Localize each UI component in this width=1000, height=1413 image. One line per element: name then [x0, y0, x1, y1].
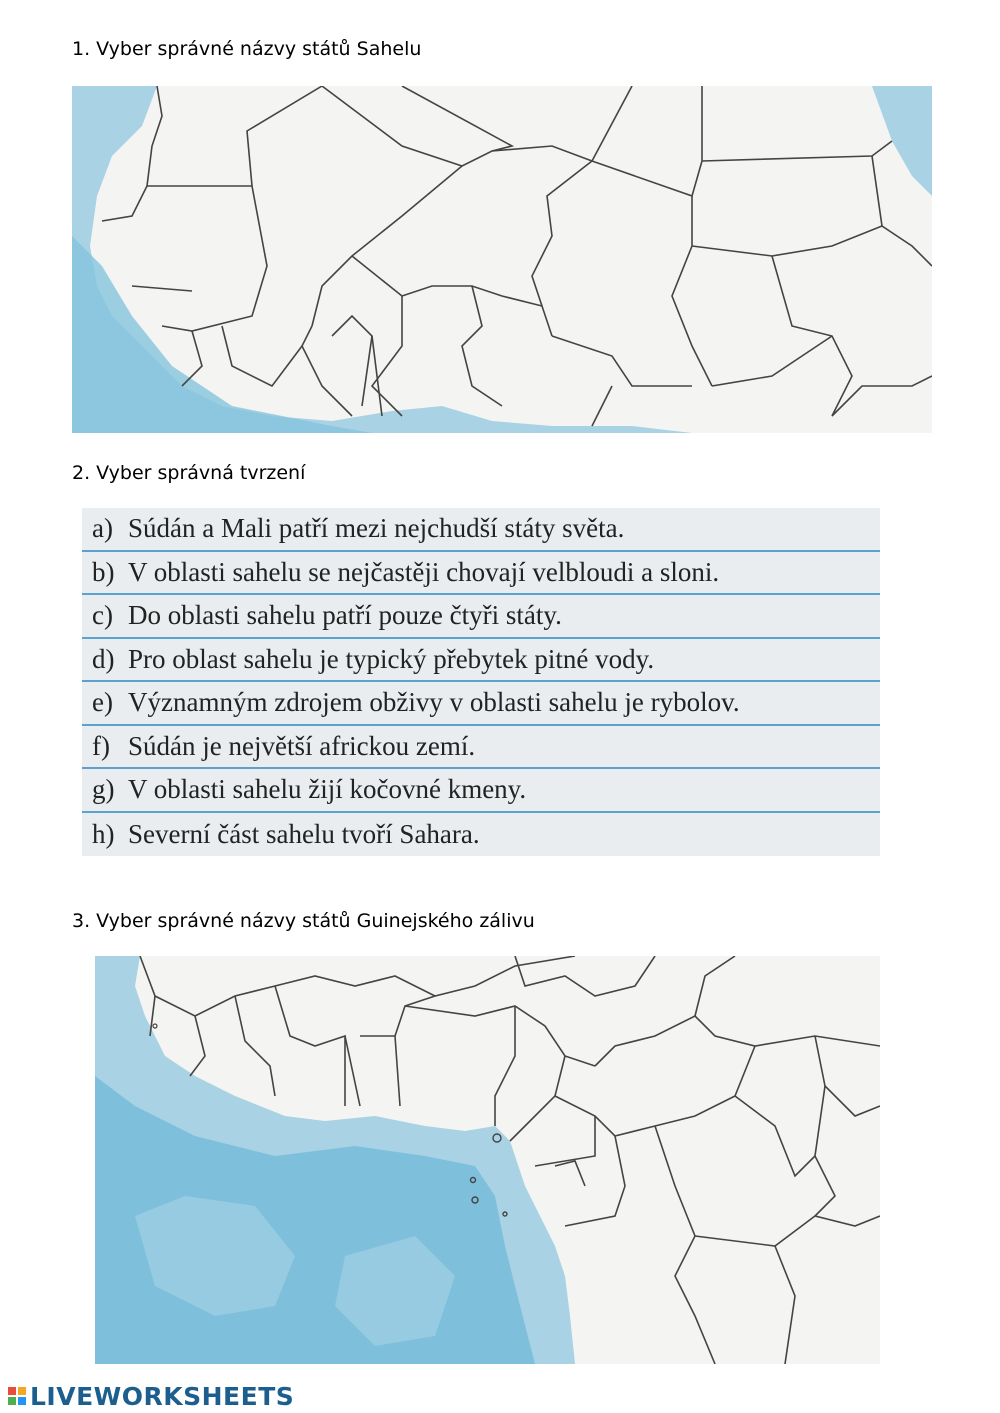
statement-letter: e): [92, 687, 113, 718]
question-3-heading: 3. Vyber správné názvy států Guinejského zálivu: [72, 910, 535, 932]
statement-row[interactable]: [82, 639, 880, 683]
statements-table: [82, 508, 880, 856]
statement-letter: f): [92, 730, 110, 761]
statement-text: V oblasti sahelu se nejčastěji chovají velbloudi a sloni.: [128, 556, 720, 587]
question-1-heading: 1. Vyber správné názvy států Sahelu: [72, 38, 422, 60]
statement-text: Do oblasti sahelu patří pouze čtyři státy.: [128, 600, 562, 631]
statement-row[interactable]: [82, 508, 880, 552]
question-2-heading: 2. Vyber správná tvrzení: [72, 462, 306, 484]
statement-text: Súdán je největší africkou zemí.: [128, 730, 476, 761]
statement-text: Súdán a Mali patří mezi nejchudší státy světa.: [128, 513, 625, 544]
statement-letter: h): [92, 818, 115, 849]
statement-row[interactable]: [82, 769, 880, 813]
statement-row[interactable]: [82, 726, 880, 770]
statement-row[interactable]: [82, 682, 880, 726]
sahel-outline-map: [72, 86, 932, 433]
statement-letter: g): [92, 774, 115, 805]
statement-text: Pro oblast sahelu je typický přebytek pitné vody.: [128, 643, 655, 674]
liveworksheets-logo[interactable]: [8, 1382, 294, 1410]
statement-letter: c): [92, 600, 113, 631]
statement-letter: d): [92, 643, 115, 674]
statement-text: Severní část sahelu tvoří Sahara.: [128, 818, 480, 849]
statement-text: Významným zdrojem obživy v oblasti sahelu je rybolov.: [128, 687, 740, 718]
statement-row[interactable]: [82, 595, 880, 639]
gulf-of-guinea-outline-map: [95, 956, 880, 1364]
statement-text: V oblasti sahelu žijí kočovné kmeny.: [128, 774, 527, 805]
statement-letter: a): [92, 513, 113, 544]
liveworksheets-logo-icon: [8, 1387, 26, 1405]
logo-text: LIVEWORKSHEETS: [30, 1381, 295, 1411]
statement-row[interactable]: [82, 552, 880, 596]
statement-letter: b): [92, 556, 115, 587]
statement-row[interactable]: [82, 813, 880, 857]
